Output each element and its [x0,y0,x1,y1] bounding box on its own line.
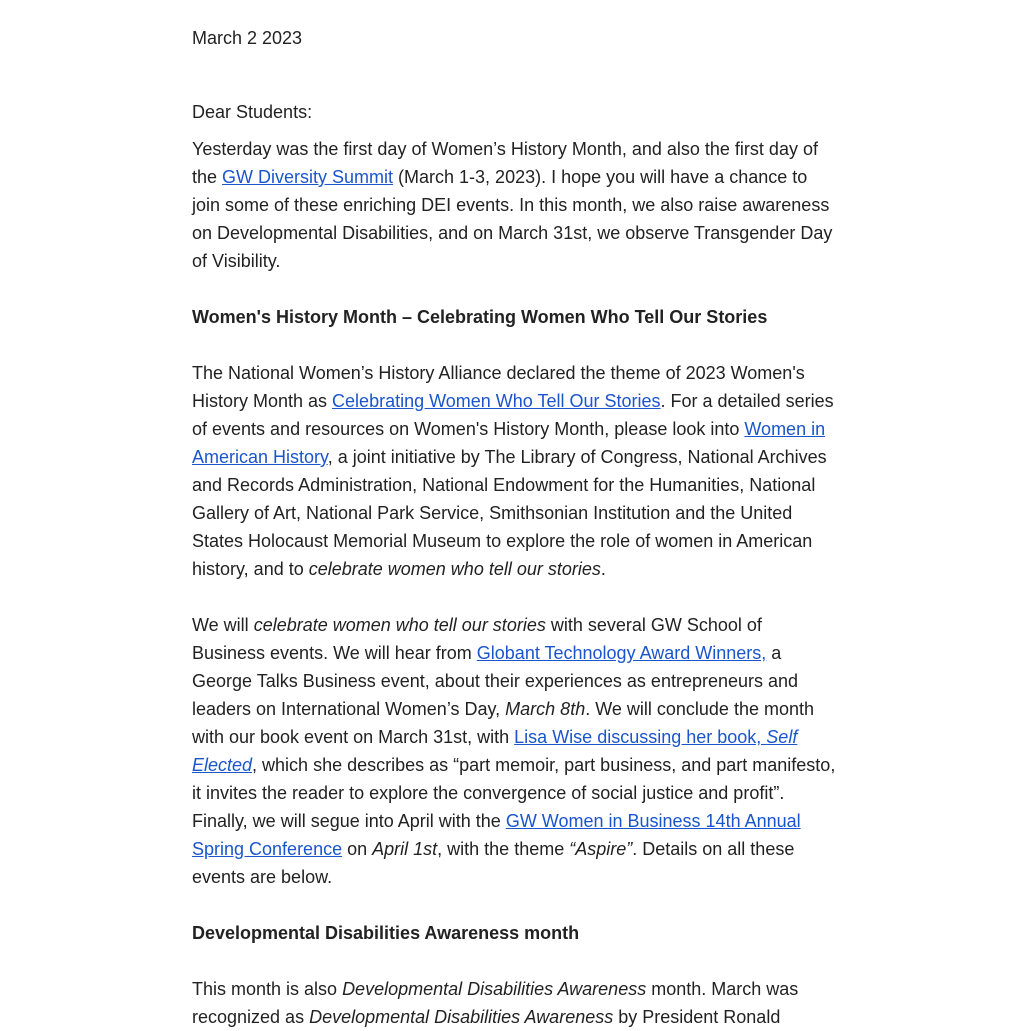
emphasis-text: “Aspire” [569,839,633,859]
greeting: Dear Students: [192,102,313,122]
womens-history-paragraph-1 [192,359,836,583]
emphasis-text: celebrate women who tell our stories [308,559,601,579]
intro-text-1: Yesterday was the first day of Women’s History Month, and also the first day of the [192,139,818,187]
text: . [600,559,606,579]
text: . For a detailed series of events and resources on Women's History Month, please look into [192,391,834,439]
text: The National Women’s History Alliance declared the theme of 2023 Women's History Month as [192,363,805,411]
book-title: Self Elected [192,727,798,775]
intro-text-2: (March 1-3, 2023). I hope you will have a chance to join some of these enriching DEI events. In this month, we also raise awareness on Developmental Disabilities, and on March 31st, we observe Transgender Day of Visibility. [192,167,833,271]
text: This month is also [192,979,343,999]
globant-award-winners-link[interactable]: Globant Technology Award Winners, [476,643,767,663]
link-text: Lisa Wise discussing her book, [514,727,767,747]
text: . Details on all these events are below. [192,839,795,887]
text: with several GW School of Business events. We will hear from [192,615,762,663]
emphasis-text: Developmental Disabilities Awareness [309,1007,614,1027]
intro-paragraph [192,135,836,275]
dd-awareness-paragraph [192,975,836,1031]
text: We will [192,615,254,635]
text: . We will conclude the month with our book event on March 31st, with [192,699,814,747]
text: by President Ronald [613,1007,781,1027]
emphasis-text: March 8th [505,699,586,719]
celebrating-women-link[interactable]: Celebrating Women Who Tell Our Stories [332,391,661,411]
women-in-american-history-link[interactable]: Women in American History [192,419,826,467]
text: , a joint initiative by The Library of Congress, National Archives and Records Administration, National Endowment for the Humanities, National Gallery of Art, National Park Service, Smithsonian Institution and the United States Holocaust Memorial Museum to explore the role of women in American history, and to [192,447,827,579]
emphasis-text: celebrate women who tell our stories [253,615,546,635]
text: , which she describes as “part memoir, part business, and part manifesto, it invites the reader to explore the convergence of social justice and profit”. Finally, we will segue into April with the [192,755,836,831]
letter-date: March 2 2023 [192,28,303,48]
emphasis-text: April 1st [372,839,438,859]
text: , with the theme [437,839,570,859]
text: on [342,839,373,859]
text: a George Talks Business event, about their experiences as entrepreneurs and leaders on International Women’s Day, [192,643,799,719]
emphasis-text: Developmental Disabilities Awareness [342,979,647,999]
text: month. March was recognized as [192,979,799,1027]
spring-conference-link[interactable]: GW Women in Business 14th Annual Spring Conference [192,811,801,859]
womens-history-paragraph-2 [192,611,836,891]
dd-awareness-heading: Developmental Disabilities Awareness month [192,923,580,943]
letter-body [192,24,836,1031]
gw-diversity-summit-link[interactable]: GW Diversity Summit [222,167,394,187]
womens-history-heading: Women's History Month – Celebrating Women Who Tell Our Stories [192,307,768,327]
